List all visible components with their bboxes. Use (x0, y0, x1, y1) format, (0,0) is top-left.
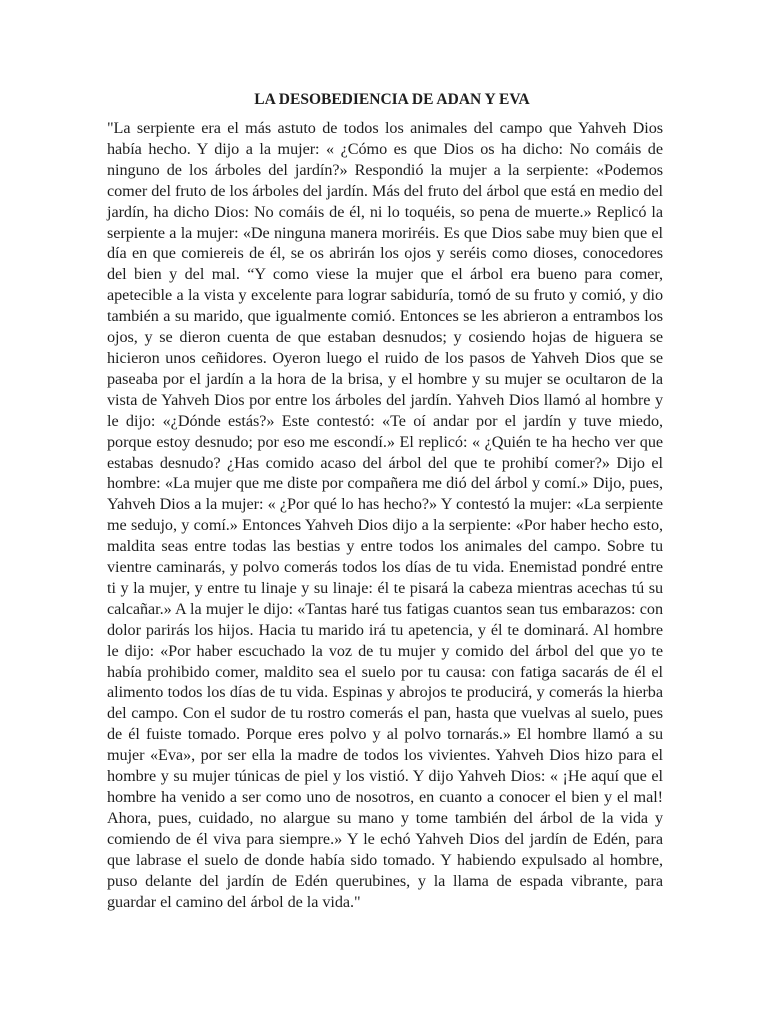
document-title: LA DESOBEDIENCIA DE ADAN Y EVA (254, 91, 530, 108)
document-page (107, 90, 663, 912)
document-body-text: "La serpiente era el más astuto de todos los animales del campo que Yahveh Dios había hecho. Y dijo a la mujer: « ¿Cómo es que Dios os ha dicho: No comáis de ninguno de los árboles del jardín?» Respondió la mujer a la serpiente: «Podemos comer del fruto de los árboles del jardín. Más del fruto del árbol que está en medio del jardín, ha dicho Dios: No comáis de él, ni lo toquéis, so pena de muerte.» Replicó la serpiente a la mujer: «De ninguna manera moriréis. Es que Dios sabe muy bien que el día en que comiereis de él, se os abrirán los ojos y seréis como dioses, conocedores del bien y del mal. “Y como viese la mujer que el árbol era bueno para comer, apetecible a la vista y excelente para lograr sabiduría, tomó de su fruto y comió, y dio también a su marido, que igualmente comió. Entonces se les abrieron a entrambos los ojos, y se dieron cuenta de que estaban desnudos; y cosiendo hojas de higuera se hicieron unos ceñidores. Oyeron luego el ruido de los pasos de Yahveh Dios que se paseaba por el jardín a la hora de la brisa, y el hombre y su mujer se ocultaron de la vista de Yahveh Dios por entre los árboles del jardín. Yahveh Dios llamó al hombre y le dijo: «¿Dónde estás?» Este contestó: «Te oí andar por el jardín y tuve miedo, porque estoy desnudo; por eso me escondí.» El replicó: « ¿Quién te ha hecho ver que estabas desnudo? ¿Has comido acaso del árbol del que te prohibí comer?» Dijo el hombre: «La mujer que me diste por compañera me dió del árbol y comí.» Dijo, pues, Yahveh Dios a la mujer: « ¿Por qué lo has hecho?» Y contestó la mujer: «La serpiente me sedujo, y comí.» Entonces Yahveh Dios dijo a la serpiente: «Por haber hecho esto, maldita seas entre todas las bestias y entre todos los animales del campo. Sobre tu vientre caminarás, y polvo comerás todos los días de tu vida. Enemistad pondré entre ti y la mujer, y entre tu linaje y su linaje: él te pisará la cabeza mientras acechas tú su calcañar.» A la mujer le dijo: «Tantas haré tus fatigas cuantos sean tus embarazos: con dolor parirás los hijos. Hacia tu marido irá tu apetencia, y él te dominará. Al hombre le dijo: «Por haber escuchado la voz de tu mujer y comido del árbol del que yo te había prohibido comer, maldito sea el suelo por tu causa: con fatiga sacarás de él el alimento todos los días de tu vida. Espinas y abrojos te producirá, y comerás la hierba del campo. Con el sudor de tu rostro comerás el pan, hasta que vuelvas al suelo, pues de él fuiste tomado. Porque eres polvo y al polvo tornarás.» El hombre llamó a su mujer «Eva», por ser ella la madre de todos los vivientes. Yahveh Dios hizo para el hombre y su mujer túnicas de piel y los vistió. Y dijo Yahveh Dios: « ¡He aquí que el hombre ha venido a ser como uno de nosotros, en cuanto a conocer el bien y el mal! Ahora, pues, cuidado, no alargue su mano y tome también del árbol de la vida y comiendo de él viva para siempre.» Y le echó Yahveh Dios del jardín de Edén, para que labrase el suelo de donde había sido tomado. Y habiendo expulsado al hombre, puso delante del jardín de Edén querubines, y la llama de espada vibrante, para guardar el camino del árbol de la vida." (107, 119, 663, 911)
